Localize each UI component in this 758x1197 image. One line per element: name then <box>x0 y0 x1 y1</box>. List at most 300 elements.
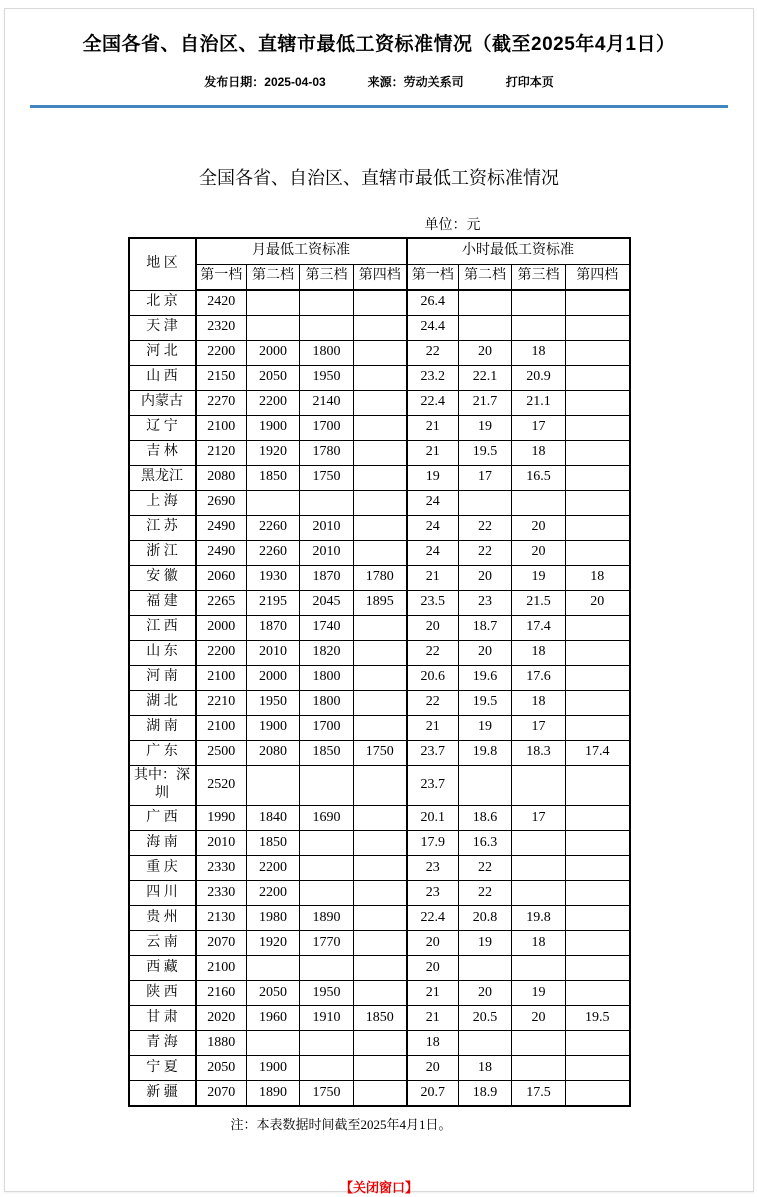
hourly-value-cell: 19 <box>512 981 566 1006</box>
print-page-link[interactable]: 打印本页 <box>505 75 554 89</box>
hourly-value-cell <box>566 440 630 465</box>
monthly-value-cell: 1850 <box>247 465 300 490</box>
hourly-value-cell: 23 <box>459 590 512 615</box>
hourly-value-cell: 23 <box>407 856 459 881</box>
hourly-value-cell <box>566 415 630 440</box>
monthly-value-cell: 1920 <box>247 931 300 956</box>
monthly-value-cell: 2010 <box>196 831 247 856</box>
hourly-value-cell: 26.4 <box>407 290 459 315</box>
region-cell: 海 南 <box>129 831 196 856</box>
monthly-value-cell: 2000 <box>247 665 300 690</box>
region-cell: 黑龙江 <box>129 465 196 490</box>
monthly-value-cell: 2010 <box>300 515 354 540</box>
monthly-value-cell: 2010 <box>247 640 300 665</box>
hourly-value-cell: 19 <box>407 465 459 490</box>
hourly-value-cell: 21.5 <box>512 590 566 615</box>
hourly-value-cell <box>512 831 566 856</box>
hourly-value-cell: 24 <box>407 515 459 540</box>
monthly-value-cell <box>354 540 407 565</box>
hourly-value-cell: 20 <box>407 956 459 981</box>
monthly-value-cell: 2050 <box>196 1056 247 1081</box>
hourly-value-cell: 19 <box>512 565 566 590</box>
monthly-value-cell <box>247 315 300 340</box>
hourly-value-cell <box>512 290 566 315</box>
monthly-value-cell: 2265 <box>196 590 247 615</box>
monthly-value-cell: 2080 <box>196 465 247 490</box>
monthly-value-cell <box>354 715 407 740</box>
table-row <box>129 690 630 715</box>
monthly-value-cell: 2320 <box>196 315 247 340</box>
table-row <box>129 1056 630 1081</box>
hourly-tier1-header: 第一档 <box>407 264 459 290</box>
hourly-value-cell <box>566 390 630 415</box>
source: 来源：劳动关系司 <box>367 75 464 89</box>
region-cell: 宁 夏 <box>129 1056 196 1081</box>
region-column-header: 地 区 <box>129 238 196 290</box>
region-cell: 广 西 <box>129 806 196 831</box>
region-cell: 安 徽 <box>129 565 196 590</box>
hourly-value-cell <box>459 765 512 806</box>
table-row <box>129 415 630 440</box>
table-row <box>129 1081 630 1106</box>
hourly-value-cell: 17 <box>512 715 566 740</box>
document-title: 全国各省、自治区、直辖市最低工资标准情况 <box>199 168 559 188</box>
hourly-value-cell: 18 <box>566 565 630 590</box>
monthly-value-cell: 1750 <box>300 1081 354 1106</box>
table-row <box>129 931 630 956</box>
hourly-value-cell: 23.7 <box>407 765 459 806</box>
hourly-tier2-header: 第二档 <box>459 264 512 290</box>
monthly-value-cell: 2020 <box>196 1006 247 1031</box>
close-window-link[interactable]: 【关闭窗口】 <box>339 1179 418 1195</box>
monthly-value-cell: 1900 <box>247 415 300 440</box>
hourly-value-cell <box>566 365 630 390</box>
monthly-value-cell: 2100 <box>196 415 247 440</box>
monthly-value-cell <box>354 290 407 315</box>
hourly-value-cell: 20.1 <box>407 806 459 831</box>
table-row <box>129 440 630 465</box>
monthly-value-cell: 2080 <box>247 740 300 765</box>
region-cell: 甘 肃 <box>129 1006 196 1031</box>
hourly-value-cell: 17 <box>459 465 512 490</box>
monthly-value-cell: 2100 <box>196 665 247 690</box>
hourly-value-cell: 24 <box>407 490 459 515</box>
wage-table-body <box>129 290 630 1106</box>
monthly-value-cell: 2000 <box>247 340 300 365</box>
table-row <box>129 665 630 690</box>
hourly-value-cell: 20.7 <box>407 1081 459 1106</box>
monthly-value-cell: 1870 <box>300 565 354 590</box>
table-row <box>129 390 630 415</box>
hourly-value-cell <box>512 881 566 906</box>
monthly-value-cell: 1850 <box>247 831 300 856</box>
monthly-value-cell: 1770 <box>300 931 354 956</box>
hourly-value-cell: 22 <box>407 690 459 715</box>
hourly-value-cell: 20 <box>459 981 512 1006</box>
table-note: 注：本表数据时间截至2025年4月1日。 <box>230 1116 452 1132</box>
monthly-value-cell: 1950 <box>247 690 300 715</box>
hourly-value-cell <box>512 490 566 515</box>
hourly-value-cell: 22 <box>459 540 512 565</box>
hourly-value-cell <box>566 931 630 956</box>
monthly-value-cell: 2260 <box>247 540 300 565</box>
hourly-value-cell: 19 <box>459 415 512 440</box>
table-row <box>129 490 630 515</box>
monthly-value-cell: 2420 <box>196 290 247 315</box>
monthly-value-cell <box>354 515 407 540</box>
monthly-value-cell: 1700 <box>300 715 354 740</box>
monthly-value-cell: 2010 <box>300 540 354 565</box>
monthly-tier1-header: 第一档 <box>196 264 247 290</box>
monthly-value-cell <box>300 490 354 515</box>
hourly-value-cell: 18.3 <box>512 740 566 765</box>
hourly-value-cell: 22 <box>459 856 512 881</box>
monthly-value-cell <box>300 956 354 981</box>
monthly-value-cell: 1950 <box>300 365 354 390</box>
monthly-value-cell: 2140 <box>300 390 354 415</box>
monthly-value-cell: 1740 <box>300 615 354 640</box>
minimum-wage-table <box>128 237 631 1107</box>
region-cell: 吉 林 <box>129 440 196 465</box>
hourly-value-cell <box>566 615 630 640</box>
region-cell: 浙 江 <box>129 540 196 565</box>
table-row <box>129 315 630 340</box>
hourly-value-cell: 20 <box>512 540 566 565</box>
hourly-value-cell: 21.7 <box>459 390 512 415</box>
region-cell: 湖 北 <box>129 690 196 715</box>
region-cell: 上 海 <box>129 490 196 515</box>
hourly-value-cell: 18 <box>512 440 566 465</box>
hourly-value-cell <box>566 981 630 1006</box>
region-cell: 辽 宁 <box>129 415 196 440</box>
region-cell: 其中：深圳 <box>129 765 196 806</box>
table-row <box>129 1006 630 1031</box>
monthly-value-cell: 2200 <box>196 340 247 365</box>
hourly-value-cell <box>566 515 630 540</box>
hourly-value-cell: 19.8 <box>512 906 566 931</box>
monthly-value-cell: 1890 <box>247 1081 300 1106</box>
hourly-value-cell <box>566 715 630 740</box>
hourly-value-cell: 17.5 <box>512 1081 566 1106</box>
hourly-value-cell: 19 <box>459 931 512 956</box>
monthly-value-cell: 2200 <box>247 390 300 415</box>
monthly-value-cell: 1880 <box>196 1031 247 1056</box>
monthly-value-cell: 1800 <box>300 665 354 690</box>
hourly-value-cell <box>566 765 630 806</box>
hourly-value-cell: 18 <box>512 690 566 715</box>
hourly-value-cell: 20.5 <box>459 1006 512 1031</box>
monthly-value-cell: 2070 <box>196 931 247 956</box>
hourly-value-cell: 23.7 <box>407 740 459 765</box>
monthly-value-cell: 2500 <box>196 740 247 765</box>
hourly-value-cell: 20 <box>407 1056 459 1081</box>
hourly-value-cell: 20.9 <box>512 365 566 390</box>
page-title: 全国各省、自治区、直辖市最低工资标准情况（截至2025年4月1日） <box>82 34 676 55</box>
monthly-value-cell: 2060 <box>196 565 247 590</box>
region-cell: 湖 南 <box>129 715 196 740</box>
monthly-value-cell: 2160 <box>196 981 247 1006</box>
region-cell: 河 北 <box>129 340 196 365</box>
hourly-value-cell <box>512 1031 566 1056</box>
hourly-value-cell <box>566 906 630 931</box>
monthly-value-cell <box>300 765 354 806</box>
hourly-value-cell: 23.5 <box>407 590 459 615</box>
table-row <box>129 856 630 881</box>
hourly-tier3-header: 第三档 <box>512 264 566 290</box>
region-cell: 山 西 <box>129 365 196 390</box>
hourly-value-cell <box>512 1056 566 1081</box>
hourly-value-cell: 18 <box>407 1031 459 1056</box>
hourly-value-cell: 19.5 <box>459 690 512 715</box>
hourly-value-cell <box>566 1031 630 1056</box>
monthly-value-cell: 1780 <box>354 565 407 590</box>
hourly-value-cell <box>566 881 630 906</box>
region-cell: 青 海 <box>129 1031 196 1056</box>
hourly-value-cell: 18 <box>512 640 566 665</box>
table-row <box>129 806 630 831</box>
meta-row <box>5 73 753 90</box>
table-row <box>129 765 630 806</box>
monthly-value-cell <box>354 440 407 465</box>
region-cell: 贵 州 <box>129 906 196 931</box>
monthly-value-cell: 1890 <box>300 906 354 931</box>
table-group-header-row <box>129 238 630 264</box>
hourly-value-cell <box>459 956 512 981</box>
hourly-group-header: 小时最低工资标准 <box>407 238 630 264</box>
hourly-value-cell <box>566 956 630 981</box>
monthly-value-cell <box>354 765 407 806</box>
hourly-value-cell <box>566 340 630 365</box>
monthly-value-cell: 2130 <box>196 906 247 931</box>
monthly-value-cell: 2270 <box>196 390 247 415</box>
monthly-value-cell <box>354 640 407 665</box>
region-cell: 天 津 <box>129 315 196 340</box>
hourly-value-cell: 19.6 <box>459 665 512 690</box>
hourly-value-cell <box>566 690 630 715</box>
monthly-value-cell: 2200 <box>247 856 300 881</box>
monthly-value-cell: 1700 <box>300 415 354 440</box>
hourly-value-cell: 21 <box>407 1006 459 1031</box>
monthly-value-cell <box>354 831 407 856</box>
table-row <box>129 640 630 665</box>
monthly-value-cell: 2150 <box>196 365 247 390</box>
monthly-value-cell: 1920 <box>247 440 300 465</box>
monthly-value-cell: 1950 <box>300 981 354 1006</box>
hourly-value-cell: 22.4 <box>407 906 459 931</box>
content-card <box>4 8 754 1195</box>
hourly-value-cell: 24 <box>407 540 459 565</box>
hourly-value-cell <box>566 856 630 881</box>
table-row <box>129 290 630 315</box>
table-row <box>129 340 630 365</box>
hourly-value-cell: 20 <box>407 931 459 956</box>
region-cell: 江 苏 <box>129 515 196 540</box>
monthly-value-cell: 1850 <box>300 740 354 765</box>
hourly-value-cell <box>566 640 630 665</box>
hourly-value-cell: 17.4 <box>566 740 630 765</box>
hourly-value-cell: 20 <box>459 340 512 365</box>
monthly-value-cell: 2210 <box>196 690 247 715</box>
hourly-value-cell: 21 <box>407 415 459 440</box>
table-row <box>129 1031 630 1056</box>
monthly-value-cell: 2050 <box>247 365 300 390</box>
monthly-value-cell <box>354 690 407 715</box>
monthly-value-cell <box>354 956 407 981</box>
monthly-value-cell: 1900 <box>247 715 300 740</box>
unit-label: 单位：元 <box>424 218 481 233</box>
region-cell: 山 东 <box>129 640 196 665</box>
header-divider-line <box>30 105 728 108</box>
publish-date: 发布日期：2025-04-03 <box>204 75 326 89</box>
hourly-value-cell <box>566 465 630 490</box>
monthly-value-cell <box>300 1031 354 1056</box>
hourly-value-cell <box>512 856 566 881</box>
monthly-value-cell: 2490 <box>196 540 247 565</box>
monthly-value-cell: 1960 <box>247 1006 300 1031</box>
table-row <box>129 715 630 740</box>
hourly-value-cell: 22 <box>407 640 459 665</box>
monthly-value-cell: 2045 <box>300 590 354 615</box>
monthly-value-cell: 2000 <box>196 615 247 640</box>
monthly-value-cell <box>354 1081 407 1106</box>
hourly-value-cell: 20 <box>512 1006 566 1031</box>
region-cell: 四 川 <box>129 881 196 906</box>
table-row <box>129 906 630 931</box>
footer <box>5 1177 753 1196</box>
table-row <box>129 740 630 765</box>
monthly-value-cell: 2200 <box>247 881 300 906</box>
region-cell: 北 京 <box>129 290 196 315</box>
hourly-value-cell: 18 <box>512 340 566 365</box>
monthly-group-header: 月最低工资标准 <box>196 238 407 264</box>
monthly-value-cell: 2050 <box>247 981 300 1006</box>
table-row <box>129 540 630 565</box>
monthly-value-cell <box>354 1056 407 1081</box>
hourly-value-cell: 20.8 <box>459 906 512 931</box>
monthly-value-cell <box>247 1031 300 1056</box>
monthly-value-cell <box>300 856 354 881</box>
table-row <box>129 881 630 906</box>
hourly-value-cell: 17.4 <box>512 615 566 640</box>
monthly-value-cell <box>354 881 407 906</box>
hourly-value-cell: 22 <box>459 881 512 906</box>
hourly-value-cell: 21 <box>407 440 459 465</box>
hourly-value-cell <box>459 315 512 340</box>
hourly-value-cell: 22.1 <box>459 365 512 390</box>
monthly-value-cell <box>354 365 407 390</box>
monthly-value-cell <box>354 931 407 956</box>
hourly-value-cell: 20 <box>407 615 459 640</box>
monthly-tier2-header: 第二档 <box>247 264 300 290</box>
hourly-value-cell: 17.9 <box>407 831 459 856</box>
hourly-value-cell: 23.2 <box>407 365 459 390</box>
monthly-tier4-header: 第四档 <box>354 264 407 290</box>
monthly-value-cell <box>354 340 407 365</box>
monthly-value-cell: 2120 <box>196 440 247 465</box>
monthly-value-cell <box>300 1056 354 1081</box>
table-row <box>129 565 630 590</box>
table-row <box>129 831 630 856</box>
hourly-value-cell <box>566 490 630 515</box>
hourly-value-cell <box>566 290 630 315</box>
monthly-value-cell <box>354 665 407 690</box>
hourly-value-cell: 21.1 <box>512 390 566 415</box>
monthly-value-cell <box>247 490 300 515</box>
monthly-value-cell: 1910 <box>300 1006 354 1031</box>
monthly-value-cell <box>300 290 354 315</box>
hourly-value-cell: 20 <box>512 515 566 540</box>
hourly-value-cell <box>512 956 566 981</box>
hourly-value-cell: 20 <box>566 590 630 615</box>
table-row <box>129 981 630 1006</box>
hourly-value-cell: 18.6 <box>459 806 512 831</box>
monthly-value-cell <box>300 831 354 856</box>
hourly-value-cell: 19.5 <box>459 440 512 465</box>
hourly-value-cell <box>459 1031 512 1056</box>
monthly-value-cell: 1690 <box>300 806 354 831</box>
hourly-value-cell: 16.5 <box>512 465 566 490</box>
region-cell: 陕 西 <box>129 981 196 1006</box>
monthly-value-cell: 1820 <box>300 640 354 665</box>
monthly-value-cell: 1930 <box>247 565 300 590</box>
region-cell: 河 南 <box>129 665 196 690</box>
table-row <box>129 465 630 490</box>
region-cell: 内蒙古 <box>129 390 196 415</box>
monthly-value-cell <box>354 465 407 490</box>
table-row <box>129 956 630 981</box>
monthly-value-cell <box>354 315 407 340</box>
hourly-value-cell <box>566 1056 630 1081</box>
hourly-value-cell: 20.6 <box>407 665 459 690</box>
hourly-value-cell: 21 <box>407 981 459 1006</box>
hourly-value-cell: 19.8 <box>459 740 512 765</box>
monthly-value-cell <box>354 981 407 1006</box>
monthly-tier3-header: 第三档 <box>300 264 354 290</box>
hourly-tier4-header: 第四档 <box>566 264 630 290</box>
monthly-value-cell: 2260 <box>247 515 300 540</box>
monthly-value-cell: 2070 <box>196 1081 247 1106</box>
monthly-value-cell: 2520 <box>196 765 247 806</box>
hourly-value-cell: 18.9 <box>459 1081 512 1106</box>
hourly-value-cell: 16.3 <box>459 831 512 856</box>
hourly-value-cell: 21 <box>407 565 459 590</box>
region-cell: 云 南 <box>129 931 196 956</box>
monthly-value-cell: 2690 <box>196 490 247 515</box>
monthly-value-cell: 1800 <box>300 690 354 715</box>
hourly-value-cell: 19.5 <box>566 1006 630 1031</box>
monthly-value-cell <box>354 856 407 881</box>
hourly-value-cell: 20 <box>459 640 512 665</box>
monthly-value-cell: 1780 <box>300 440 354 465</box>
hourly-value-cell: 22.4 <box>407 390 459 415</box>
hourly-value-cell: 18 <box>459 1056 512 1081</box>
monthly-value-cell: 1750 <box>300 465 354 490</box>
hourly-value-cell: 24.4 <box>407 315 459 340</box>
hourly-value-cell <box>512 315 566 340</box>
monthly-value-cell: 2490 <box>196 515 247 540</box>
hourly-value-cell: 18 <box>512 931 566 956</box>
monthly-value-cell: 1850 <box>354 1006 407 1031</box>
monthly-value-cell: 1870 <box>247 615 300 640</box>
monthly-value-cell <box>247 956 300 981</box>
monthly-value-cell <box>354 415 407 440</box>
monthly-value-cell: 1750 <box>354 740 407 765</box>
hourly-value-cell <box>512 765 566 806</box>
monthly-value-cell: 1800 <box>300 340 354 365</box>
monthly-value-cell <box>300 881 354 906</box>
hourly-value-cell: 17.6 <box>512 665 566 690</box>
hourly-value-cell: 20 <box>459 565 512 590</box>
